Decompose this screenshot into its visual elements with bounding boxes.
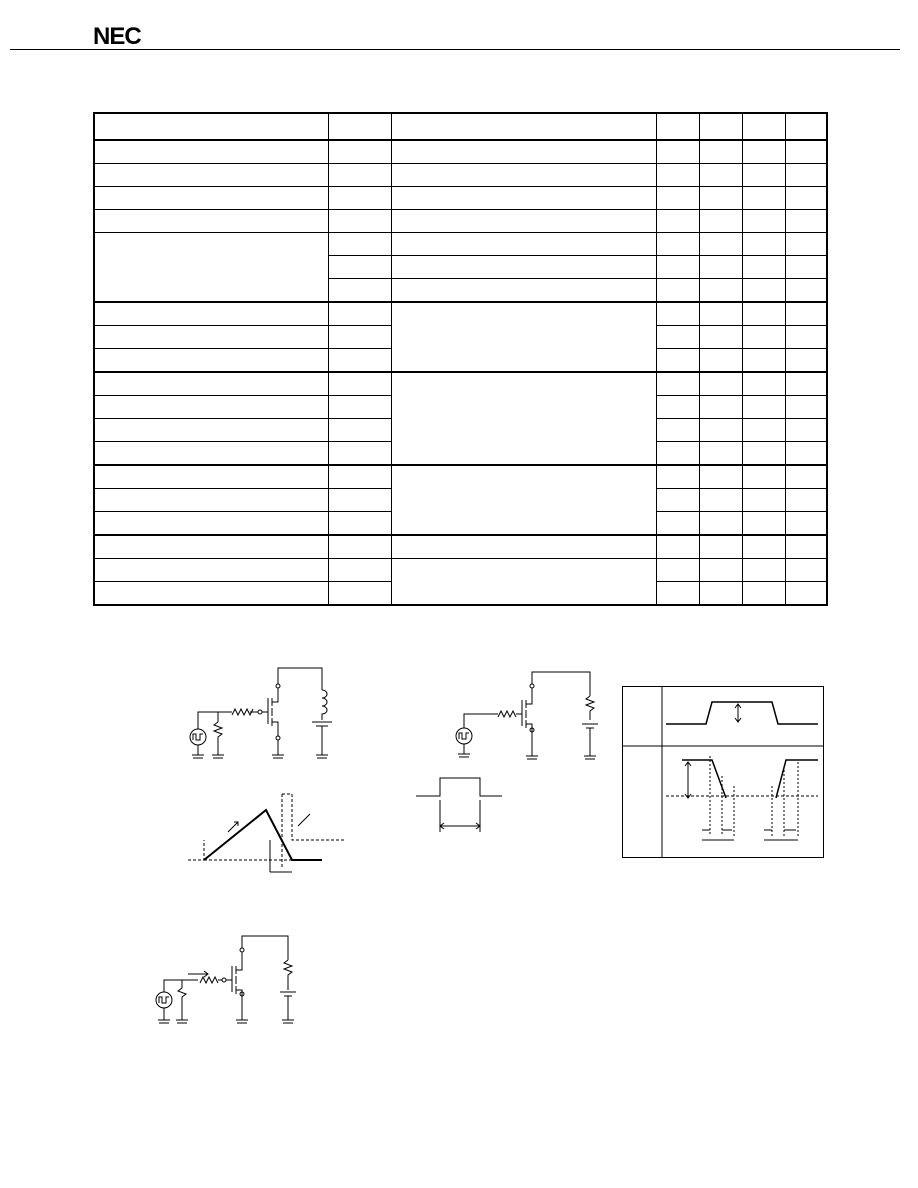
header-cell (699, 113, 742, 140)
gate-resistor (498, 711, 516, 717)
gate-charge-circuit (148, 930, 298, 1030)
table-row (94, 210, 827, 233)
resistive-load-circuit (448, 668, 608, 768)
table-row (94, 465, 827, 489)
table-row (94, 164, 827, 187)
table-row (94, 372, 827, 396)
pulse-generator-symbol (156, 992, 172, 1008)
pulse-generator-symbol (456, 728, 472, 744)
header-cell (742, 113, 785, 140)
waveform-frame (623, 687, 824, 858)
gate-pulse-waveform (416, 776, 506, 836)
load-resistor (586, 696, 594, 720)
table-row (94, 559, 827, 582)
gate-resistor (232, 709, 253, 715)
switching-time-waveform (622, 686, 824, 858)
header-cell (391, 113, 656, 140)
spec-table (93, 112, 828, 606)
gate-resistor (200, 977, 218, 983)
supply-battery (582, 724, 598, 759)
header-rule (10, 49, 900, 50)
inductive-load-circuit (180, 660, 350, 770)
table-row (94, 233, 827, 256)
supply-battery (312, 722, 332, 758)
supply-battery (280, 992, 296, 1023)
table-header-row (94, 113, 827, 140)
load-resistor (284, 960, 292, 990)
table-row (94, 535, 827, 559)
header-cell (328, 113, 391, 140)
header-cell (94, 113, 328, 140)
table-row (94, 187, 827, 210)
pulse-generator-symbol (190, 729, 206, 745)
avalanche-waveform (186, 790, 346, 872)
gate-current-arrow (188, 971, 208, 977)
table-row (94, 140, 827, 164)
header-cell (656, 113, 699, 140)
header-cell (785, 113, 827, 140)
nec-logo: NEC (93, 23, 141, 50)
table-row (94, 302, 827, 326)
inductor-coil (322, 690, 327, 720)
input-pulse-trace (666, 702, 818, 724)
drain-current-ramp (204, 810, 322, 860)
pulse-trace (416, 778, 502, 796)
gate-source-resistor (212, 722, 224, 758)
